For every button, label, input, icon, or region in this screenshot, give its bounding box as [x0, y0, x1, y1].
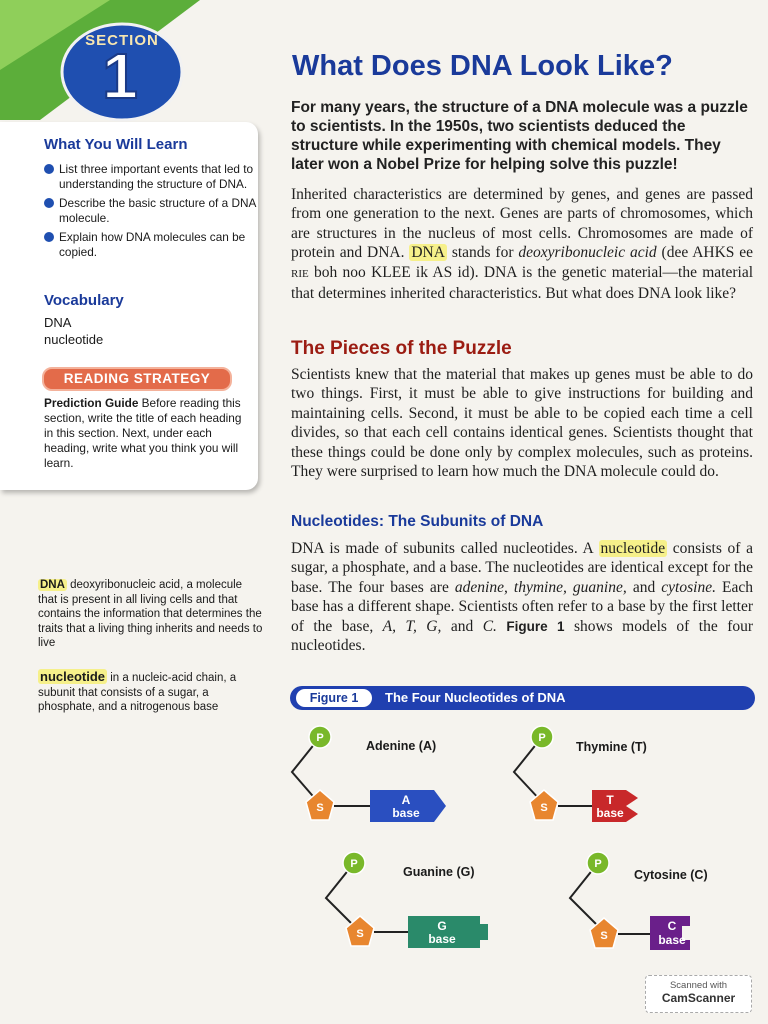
base-letter: A: [401, 793, 411, 807]
glossary-entry-dna: DNA deoxyribonucleic acid, a molecule that is present in all living cells and that contains the information that determines the traits that a living thing inherits and needs to live: [38, 579, 263, 650]
base-word: base: [596, 806, 624, 820]
nucleotide-cytosine: [568, 848, 718, 958]
learning-objectives-list: [44, 162, 256, 264]
learning-objective: Explain how DNA molecules can be copied.: [44, 230, 256, 260]
phosphate-letter: P: [350, 858, 358, 870]
learning-objective: Describe the basic structure of a DNA molecule.: [44, 196, 256, 226]
vocab-item: DNA: [44, 315, 72, 330]
section-number: 1: [102, 40, 138, 112]
nucleotide-thymine: [512, 722, 672, 832]
base-word: base: [658, 933, 686, 947]
glossary-entry-nucleotide: nucleotide in a nucleic-acid chain, a subunit that consists of a sugar, a phosphate, and a nitrogenous base: [38, 669, 237, 714]
camscanner-watermark: [645, 975, 752, 1013]
bullet-icon: [44, 198, 54, 208]
base-letter: C: [667, 919, 677, 933]
vocab-item: nucleotide: [44, 332, 104, 347]
learning-objective: List three important events that led to understanding the structure of DNA.: [44, 162, 256, 192]
base-letter: G: [437, 919, 447, 933]
paragraph-nucleotides: DNA is made of subunits called nucleotides. A nucleotide consists of a sugar, a phosphate, and a base. The nucleotides are identical except for the base. The four bases are adenine, thymine, guanine, and cytosine. Each base has a different shape. Scientists often refer to a base by the first letter of the base, A, T, G, and C. Figure 1 shows models of the four nucleotides.: [291, 540, 754, 655]
scanner-line1: Scanned with: [669, 980, 728, 991]
heading-nucleotides: Nucleotides: The Subunits of DNA: [291, 513, 544, 530]
sugar-letter: S: [540, 802, 548, 814]
phosphate-letter: P: [538, 732, 546, 744]
term-dna-highlight: DNA: [411, 244, 445, 262]
sugar-letter: S: [356, 928, 364, 940]
reading-strategy-text: Prediction Guide Before reading this section, write the title of each heading in this section. Next, under each heading, write what you think you will learn.: [44, 396, 242, 470]
paragraph-puzzle: Scientists knew that the material that makes up genes must be able to do two things. First, it must be able to give instructions for building and maintaining cells. Second, it must be able to be copied each time a cell divides, so that each cell contains identical genes. Scientists thought that these things could be done only by complex molecules, such as proteins. They were surprised to learn how much the DNA molecule could do.: [291, 366, 753, 481]
scanner-line2: CamScanner: [661, 991, 736, 1005]
figure-title: The Four Nucleotides of DNA: [385, 690, 566, 705]
heading-pieces-of-puzzle: The Pieces of the Puzzle: [291, 338, 512, 359]
phosphate-letter: P: [316, 732, 324, 744]
base-word: base: [428, 932, 456, 946]
intro-paragraph: For many years, the structure of a DNA molecule was a puzzle to scientists. In the 1950s, two scientists deduced the structure while experimenting with chemical models. They later won a Nobel Prize for helping solve this puzzle!: [291, 99, 748, 173]
nucleotide-name: Thymine (T): [576, 740, 647, 754]
what-you-will-learn-title: What You Will Learn: [44, 136, 188, 153]
reading-strategy-badge: READING STRATEGY: [42, 367, 232, 391]
nucleotide-name: Adenine (A): [366, 739, 437, 753]
phosphate-letter: P: [594, 858, 602, 870]
sugar-letter: S: [600, 930, 608, 942]
term-nucleotide-highlight: nucleotide: [600, 540, 666, 557]
paragraph-genes: Inherited characteristics are determined by genes, and genes are passed from one generation to the next. Genes are parts of chromosomes, which are structures in the nucleus of most cells. Chromosomes are made of protein and DNA. DNA stands for deoxyribonucleic acid (dee AHKS ee RIE boh noo KLEE ik AS id). DNA is the genetic material—the material that determines inherited characteristics. But what does DNA look like?: [291, 186, 754, 303]
base-letter: T: [606, 793, 614, 807]
section-word: SECTION: [85, 32, 159, 49]
sugar-letter: S: [316, 802, 324, 814]
vocabulary-title: Vocabulary: [44, 292, 124, 309]
nucleotide-name: Cytosine (C): [634, 868, 708, 882]
bullet-icon: [44, 232, 54, 242]
base-word: base: [392, 806, 420, 820]
bullet-icon: [44, 164, 54, 174]
nucleotide-name: Guanine (G): [403, 865, 475, 879]
figure-label: Figure 1: [296, 689, 372, 707]
page-title: What Does DNA Look Like?: [292, 50, 673, 82]
